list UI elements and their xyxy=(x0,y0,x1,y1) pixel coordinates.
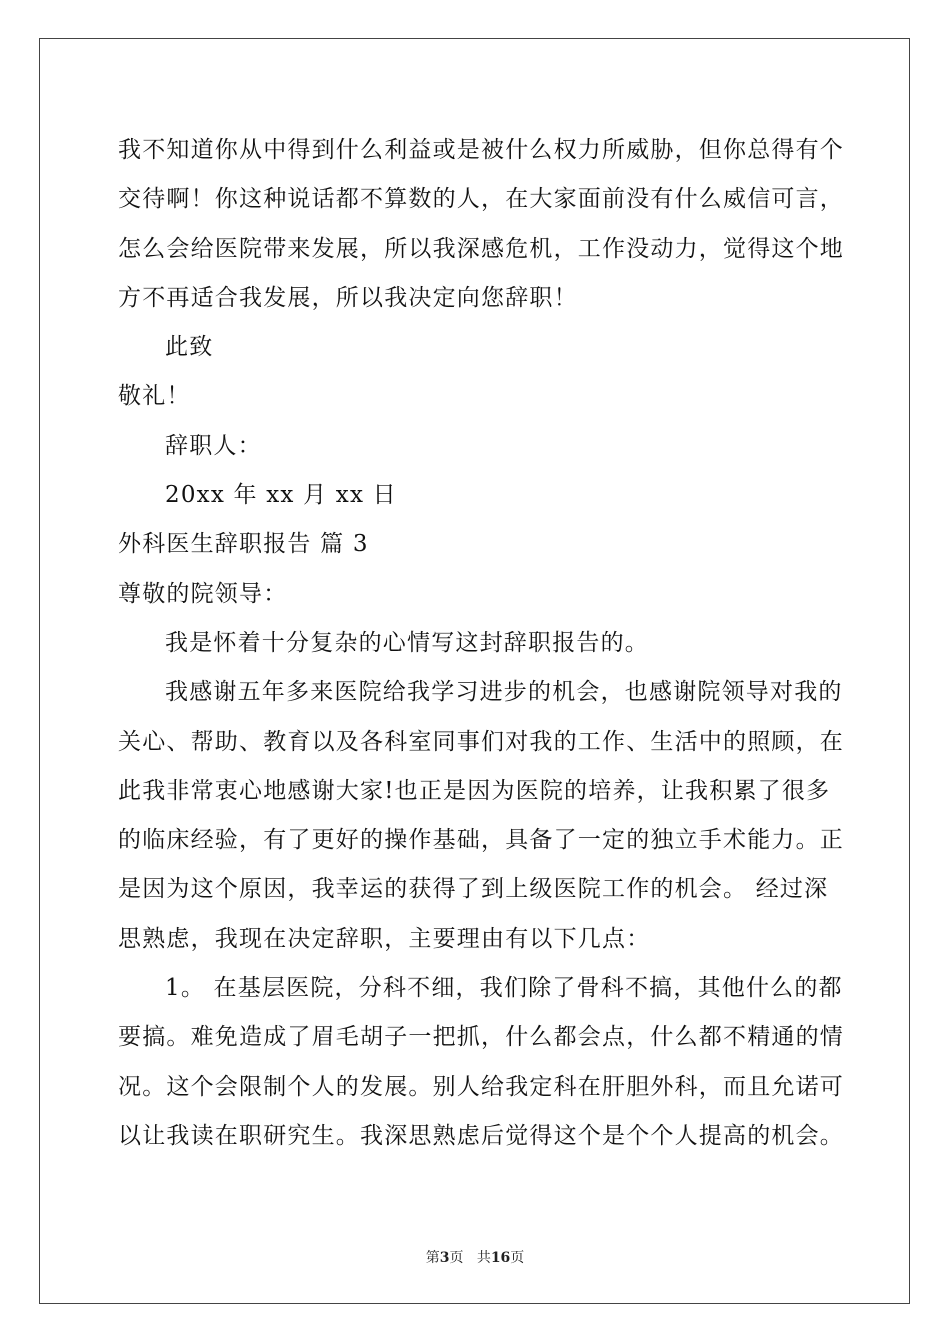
page-footer xyxy=(0,1247,950,1267)
signature-label: 辞职人： xyxy=(165,432,262,459)
text-line: 怎么会给医院带来发展，所以我深感危机，工作没动力，觉得这个地 xyxy=(118,235,844,262)
signature-date: 20xx 年 xx 月 xx 日 xyxy=(165,482,397,509)
text-line: 的临床经验，有了更好的操作基础，具备了一定的独立手术能力。正 xyxy=(118,827,844,854)
page-label: 页 xyxy=(449,1250,464,1266)
text-line: 我感谢五年多来医院给我学习进步的机会，也感谢院领导对我的 xyxy=(165,679,843,706)
text-line: 我不知道你从中得到什么利益或是被什么权力所威胁，但你总得有个 xyxy=(118,137,844,163)
text-line: 思熟虑，我现在决定辞职，主要理由有以下几点： xyxy=(118,925,651,952)
page-current: 3 xyxy=(439,1250,450,1266)
total-prefix: 共 xyxy=(476,1250,491,1266)
text-line: 要搞。难免造成了眉毛胡子一把抓，什么都会点，什么都不精通的情 xyxy=(118,1024,844,1051)
text-line: 此我非常衷心地感谢大家!也正是因为医院的培养，让我积累了很多 xyxy=(118,777,831,804)
document-body xyxy=(118,126,844,1161)
text-line: 况。这个会限制个人的发展。别人给我定科在肝胆外科，而且允诺可 xyxy=(118,1073,844,1100)
greeting: 尊敬的院领导： xyxy=(118,580,288,607)
text-line: 以让我读在职研究生。我深思熟虑后觉得这个是个个人提高的机会。 xyxy=(118,1122,844,1149)
text-line: 交待啊！你这种说话都不算数的人，在大家面前没有什么威信可言， xyxy=(118,186,844,213)
text-line: 1。 在基层医院，分科不细，我们除了骨科不搞，其他什么的都 xyxy=(165,975,843,1002)
text-line: 关心、帮助、教育以及各科室同事们对我的工作、生活中的照顾，在 xyxy=(118,728,844,755)
page-prefix: 第 xyxy=(425,1250,440,1266)
closing-salutation: 此致 xyxy=(165,334,214,361)
text-line: 方不再适合我发展，所以我决定向您辞职！ xyxy=(118,284,578,311)
total-label: 页 xyxy=(510,1250,525,1266)
page-total: 16 xyxy=(490,1250,511,1266)
text-line: 是因为这个原因，我幸运的获得了到上级医院工作的机会。 经过深 xyxy=(118,876,829,903)
section-heading: 外科医生辞职报告 篇 3 xyxy=(118,531,369,558)
text-line: 我是怀着十分复杂的心情写这封辞职报告的。 xyxy=(165,629,649,656)
closing-regards: 敬礼！ xyxy=(118,383,191,410)
